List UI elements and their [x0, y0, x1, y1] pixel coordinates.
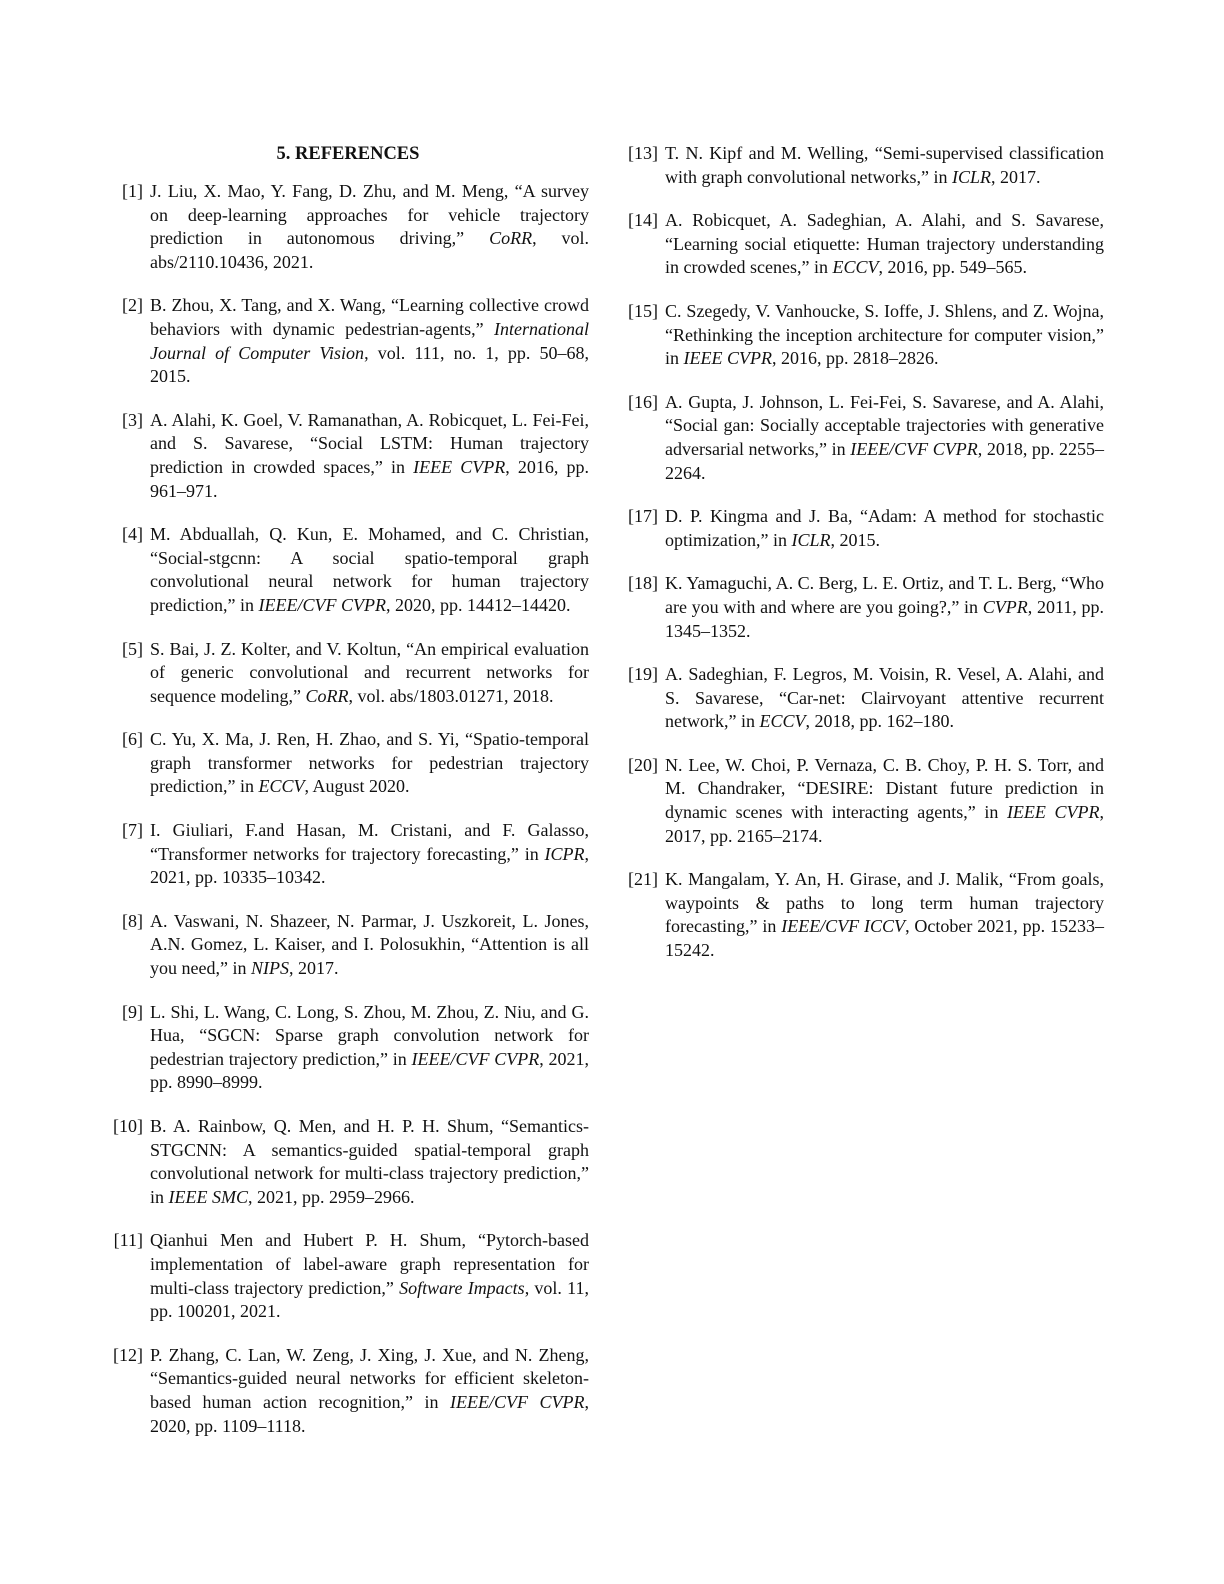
reference-venue: IEEE/CVF CVPR — [411, 1048, 540, 1069]
reference-text — [150, 181, 589, 272]
reference-number: [10] — [113, 1116, 143, 1136]
reference-venue: IEEE CVPR — [413, 456, 506, 477]
reference-text — [150, 820, 589, 887]
reference-authors-title: A. Vaswani, N. Shazeer, N. Parmar, J. Uszkoreit, L. Jones, A.N. Gomez, L. Kaiser, and I. Polosukhin, “Attention is all you need,” in — [150, 910, 589, 979]
reference-venue: International Journal of Computer Vision — [150, 318, 589, 363]
reference-details: , 2017. — [288, 958, 339, 979]
reference-item — [622, 663, 1104, 734]
reference-venue: ECCV — [258, 776, 305, 797]
reference-text — [150, 911, 589, 978]
reference-venue: ECCV — [832, 257, 879, 278]
reference-text — [150, 1230, 589, 1321]
reference-text — [665, 664, 1104, 731]
reference-number: [9] — [122, 1001, 143, 1022]
reference-number: [21] — [628, 869, 658, 890]
reference-number: [19] — [628, 664, 658, 685]
reference-details: , vol. abs/2110.10436, 2021. — [150, 228, 589, 272]
reference-details: , 2016, pp. 2818–2826. — [772, 348, 939, 369]
reference-number: [5] — [122, 638, 143, 659]
reference-details: , 2020, pp. 1109–1118. — [150, 1391, 590, 1436]
reference-item — [107, 294, 589, 388]
reference-item — [107, 180, 589, 274]
reference-number: [17] — [628, 506, 658, 527]
reference-venue: IEEE CVPR — [683, 348, 772, 369]
reference-authors-title: T. N. Kipf and M. Welling, “Semi-supervised classification with graph convolutional networks,” in — [665, 143, 1104, 187]
reference-item — [622, 209, 1104, 280]
reference-number: [16] — [628, 391, 658, 412]
reference-number: [13] — [628, 143, 658, 163]
reference-venue: IEEE/CVF CVPR — [450, 1391, 585, 1412]
reference-details: , 2016, pp. 549–565. — [878, 257, 1027, 278]
reference-authors-title: L. Shi, L. Wang, C. Long, S. Zhou, M. Zhou, Z. Niu, and G. Hua, “SGCN: Sparse graph convolution network for pedestrian trajectory prediction,” in — [150, 1001, 589, 1069]
reference-number: [14] — [628, 210, 658, 231]
reference-number: [1] — [122, 181, 143, 201]
reference-text — [665, 506, 1104, 550]
reference-venue: NIPS — [250, 958, 289, 979]
reference-item — [622, 391, 1104, 485]
reference-text — [150, 1345, 589, 1436]
reference-venue: Software Impacts — [399, 1277, 525, 1298]
reference-text — [150, 1116, 589, 1207]
reference-number: [4] — [122, 524, 143, 545]
reference-venue: IEEE/CVF CVPR — [850, 438, 978, 459]
reference-venue: IEEE SMC — [168, 1186, 248, 1207]
reference-item — [107, 819, 589, 890]
reference-details: , vol. 111, no. 1, pp. 50–68, 2015. — [150, 342, 589, 387]
reference-details: , vol. abs/1803.01271, 2018. — [348, 685, 554, 706]
reference-venue: IEEE/CVF ICCV — [781, 916, 906, 937]
reference-venue: ICLR — [951, 166, 991, 187]
reference-authors-title: N. Lee, W. Choi, P. Vernaza, C. B. Choy, P. H. S. Torr, and M. Chandraker, “DESIRE: Distant future prediction in dynamic scenes with interacting agents,” in — [665, 754, 1104, 823]
reference-list-right — [622, 142, 1104, 963]
reference-authors-title: C. Yu, X. Ma, J. Ren, H. Zhao, and S. Yi, “Spatio-temporal graph transformer networks for pedestrian trajectory prediction,” in — [150, 729, 589, 797]
reference-text — [150, 524, 589, 615]
reference-number: [3] — [122, 409, 143, 430]
reference-venue: ICLR — [791, 529, 831, 550]
reference-item — [622, 868, 1104, 962]
reference-details: , 2021, pp. 10335–10342. — [150, 843, 590, 888]
reference-details: , 2017. — [990, 166, 1041, 187]
reference-number: [11] — [113, 1230, 143, 1251]
reference-item — [107, 1344, 589, 1438]
reference-details: , 2021, pp. 2959–2966. — [248, 1186, 415, 1207]
reference-venue: IEEE CVPR — [1006, 802, 1100, 823]
reference-text — [665, 301, 1104, 368]
reference-details: , 2017, pp. 2165–2174. — [665, 802, 1104, 846]
reference-details: , 2015. — [830, 529, 880, 550]
reference-venue: CoRR — [489, 228, 533, 249]
reference-text — [665, 869, 1104, 960]
reference-number: [20] — [628, 754, 658, 775]
section-title: 5. REFERENCES — [276, 144, 420, 164]
reference-item — [107, 1229, 589, 1323]
reference-number: [12] — [113, 1344, 143, 1365]
left-column — [107, 142, 589, 1458]
reference-details: , 2021, pp. 8990–8999. — [150, 1048, 590, 1093]
reference-text — [665, 755, 1104, 846]
reference-authors-title: K. Mangalam, Y. An, H. Girase, and J. Malik, “From goals, waypoints & paths to long term human trajectory forecasting,” in — [665, 869, 1104, 937]
reference-authors-title: P. Zhang, C. Lan, W. Zeng, J. Xing, J. Xue, and N. Zheng, “Semantics-guided neural networks for efficient skeleton-based human action recognition,” in — [150, 1344, 589, 1412]
reference-item — [622, 505, 1104, 552]
reference-item — [107, 1001, 589, 1095]
reference-authors-title: K. Yamaguchi, A. C. Berg, L. E. Ortiz, and T. L. Berg, “Who are you with and where are you going?,” in — [665, 573, 1104, 617]
reference-venue: ICPR — [544, 843, 585, 864]
reference-text — [150, 729, 589, 796]
reference-authors-title: A. Robicquet, A. Sadeghian, A. Alahi, and S. Savarese, “Learning social etiquette: Human trajectory understanding in crowded scenes,” in — [665, 210, 1104, 278]
reference-item — [107, 910, 589, 981]
reference-item — [622, 142, 1104, 189]
reference-item — [107, 1115, 589, 1209]
reference-authors-title: A. Gupta, J. Johnson, L. Fei-Fei, S. Savarese, and A. Alahi, “Social gan: Socially acceptable trajectories with generative adversarial networks,” in — [665, 391, 1104, 459]
reference-details: , 2020, pp. 14412–14420. — [385, 594, 571, 615]
reference-details: , 2018, pp. 2255–2264. — [665, 438, 1105, 483]
reference-venue: IEEE/CVF CVPR — [258, 594, 386, 615]
reference-authors-title: S. Bai, J. Z. Kolter, and V. Koltun, “An empirical evaluation of generic convolutional and recurrent networks for sequence modeling,” — [150, 638, 589, 706]
reference-authors-title: B. A. Rainbow, Q. Men, and H. P. H. Shum, “Semantics-STGCNN: A semantics-guided spatial-temporal graph convolutional network for multi-class trajectory prediction,” in — [150, 1116, 589, 1207]
reference-authors-title: A. Sadeghian, F. Legros, M. Voisin, R. Vesel, A. Alahi, and S. Savarese, “Car-net: Clairvoyant attentive recurrent network,” in — [665, 664, 1104, 732]
reference-text — [665, 143, 1104, 187]
reference-number: [6] — [122, 729, 143, 750]
right-column — [622, 142, 1104, 983]
reference-item — [622, 300, 1104, 371]
reference-venue: ECCV — [759, 711, 806, 732]
reference-venue: CoRR — [305, 685, 349, 706]
reference-number: [15] — [628, 300, 658, 321]
reference-number: [18] — [628, 573, 658, 594]
reference-details: , vol. 11, pp. 100201, 2021. — [150, 1277, 589, 1322]
reference-item — [622, 754, 1104, 848]
reference-number: [7] — [122, 820, 143, 841]
reference-authors-title: I. Giuliari, F.and Hasan, M. Cristani, and F. Galasso, “Transformer networks for trajectory forecasting,” in — [150, 820, 589, 864]
reference-authors-title: C. Szegedy, V. Vanhoucke, S. Ioffe, J. Shlens, and Z. Wojna, “Rethinking the inception architecture for computer vision,” in — [665, 300, 1104, 369]
reference-authors-title: Qianhui Men and Hubert P. H. Shum, “Pytorch-based implementation of label-aware graph representation for multi-class trajectory prediction,” — [150, 1230, 589, 1298]
reference-authors-title: D. P. Kingma and J. Ba, “Adam: A method for stochastic optimization,” in — [665, 506, 1104, 550]
reference-item — [107, 409, 589, 503]
reference-authors-title: A. Alahi, K. Goel, V. Ramanathan, A. Robicquet, L. Fei-Fei, and S. Savarese, “Social LSTM: Human trajectory prediction in crowded spaces,” in — [150, 409, 589, 477]
reference-authors-title: J. Liu, X. Mao, Y. Fang, D. Zhu, and M. Meng, “A survey on deep-learning approaches for vehicle trajectory prediction in autonomous driving,” — [150, 181, 589, 249]
reference-details: , August 2020. — [304, 776, 410, 797]
reference-text — [665, 573, 1104, 640]
reference-text — [665, 392, 1104, 483]
reference-details: , 2016, pp. 961–971. — [150, 456, 589, 501]
reference-item — [622, 572, 1104, 643]
reference-text — [150, 1002, 589, 1093]
reference-details: , October 2021, pp. 15233–15242. — [665, 916, 1105, 961]
reference-text — [150, 410, 589, 501]
reference-item — [107, 728, 589, 799]
reference-list-left — [107, 180, 589, 1438]
reference-number: [8] — [122, 910, 143, 931]
reference-text — [665, 210, 1104, 277]
reference-authors-title: B. Zhou, X. Tang, and X. Wang, “Learning collective crowd behaviors with dynamic pedestrian-agents,” — [150, 295, 589, 339]
reference-number: [2] — [122, 295, 143, 316]
reference-details: , 2018, pp. 162–180. — [805, 711, 954, 732]
reference-details: , 2011, pp. 1345–1352. — [665, 596, 1105, 641]
reference-item — [107, 523, 589, 617]
reference-text — [150, 295, 589, 386]
reference-text — [150, 639, 589, 706]
reference-item — [107, 638, 589, 709]
reference-authors-title: M. Abduallah, Q. Kun, E. Mohamed, and C. Christian, “Social-stgcnn: A social spatio-temporal graph convolutional neural network for human trajectory prediction,” in — [150, 524, 589, 615]
reference-venue: CVPR — [982, 596, 1028, 617]
